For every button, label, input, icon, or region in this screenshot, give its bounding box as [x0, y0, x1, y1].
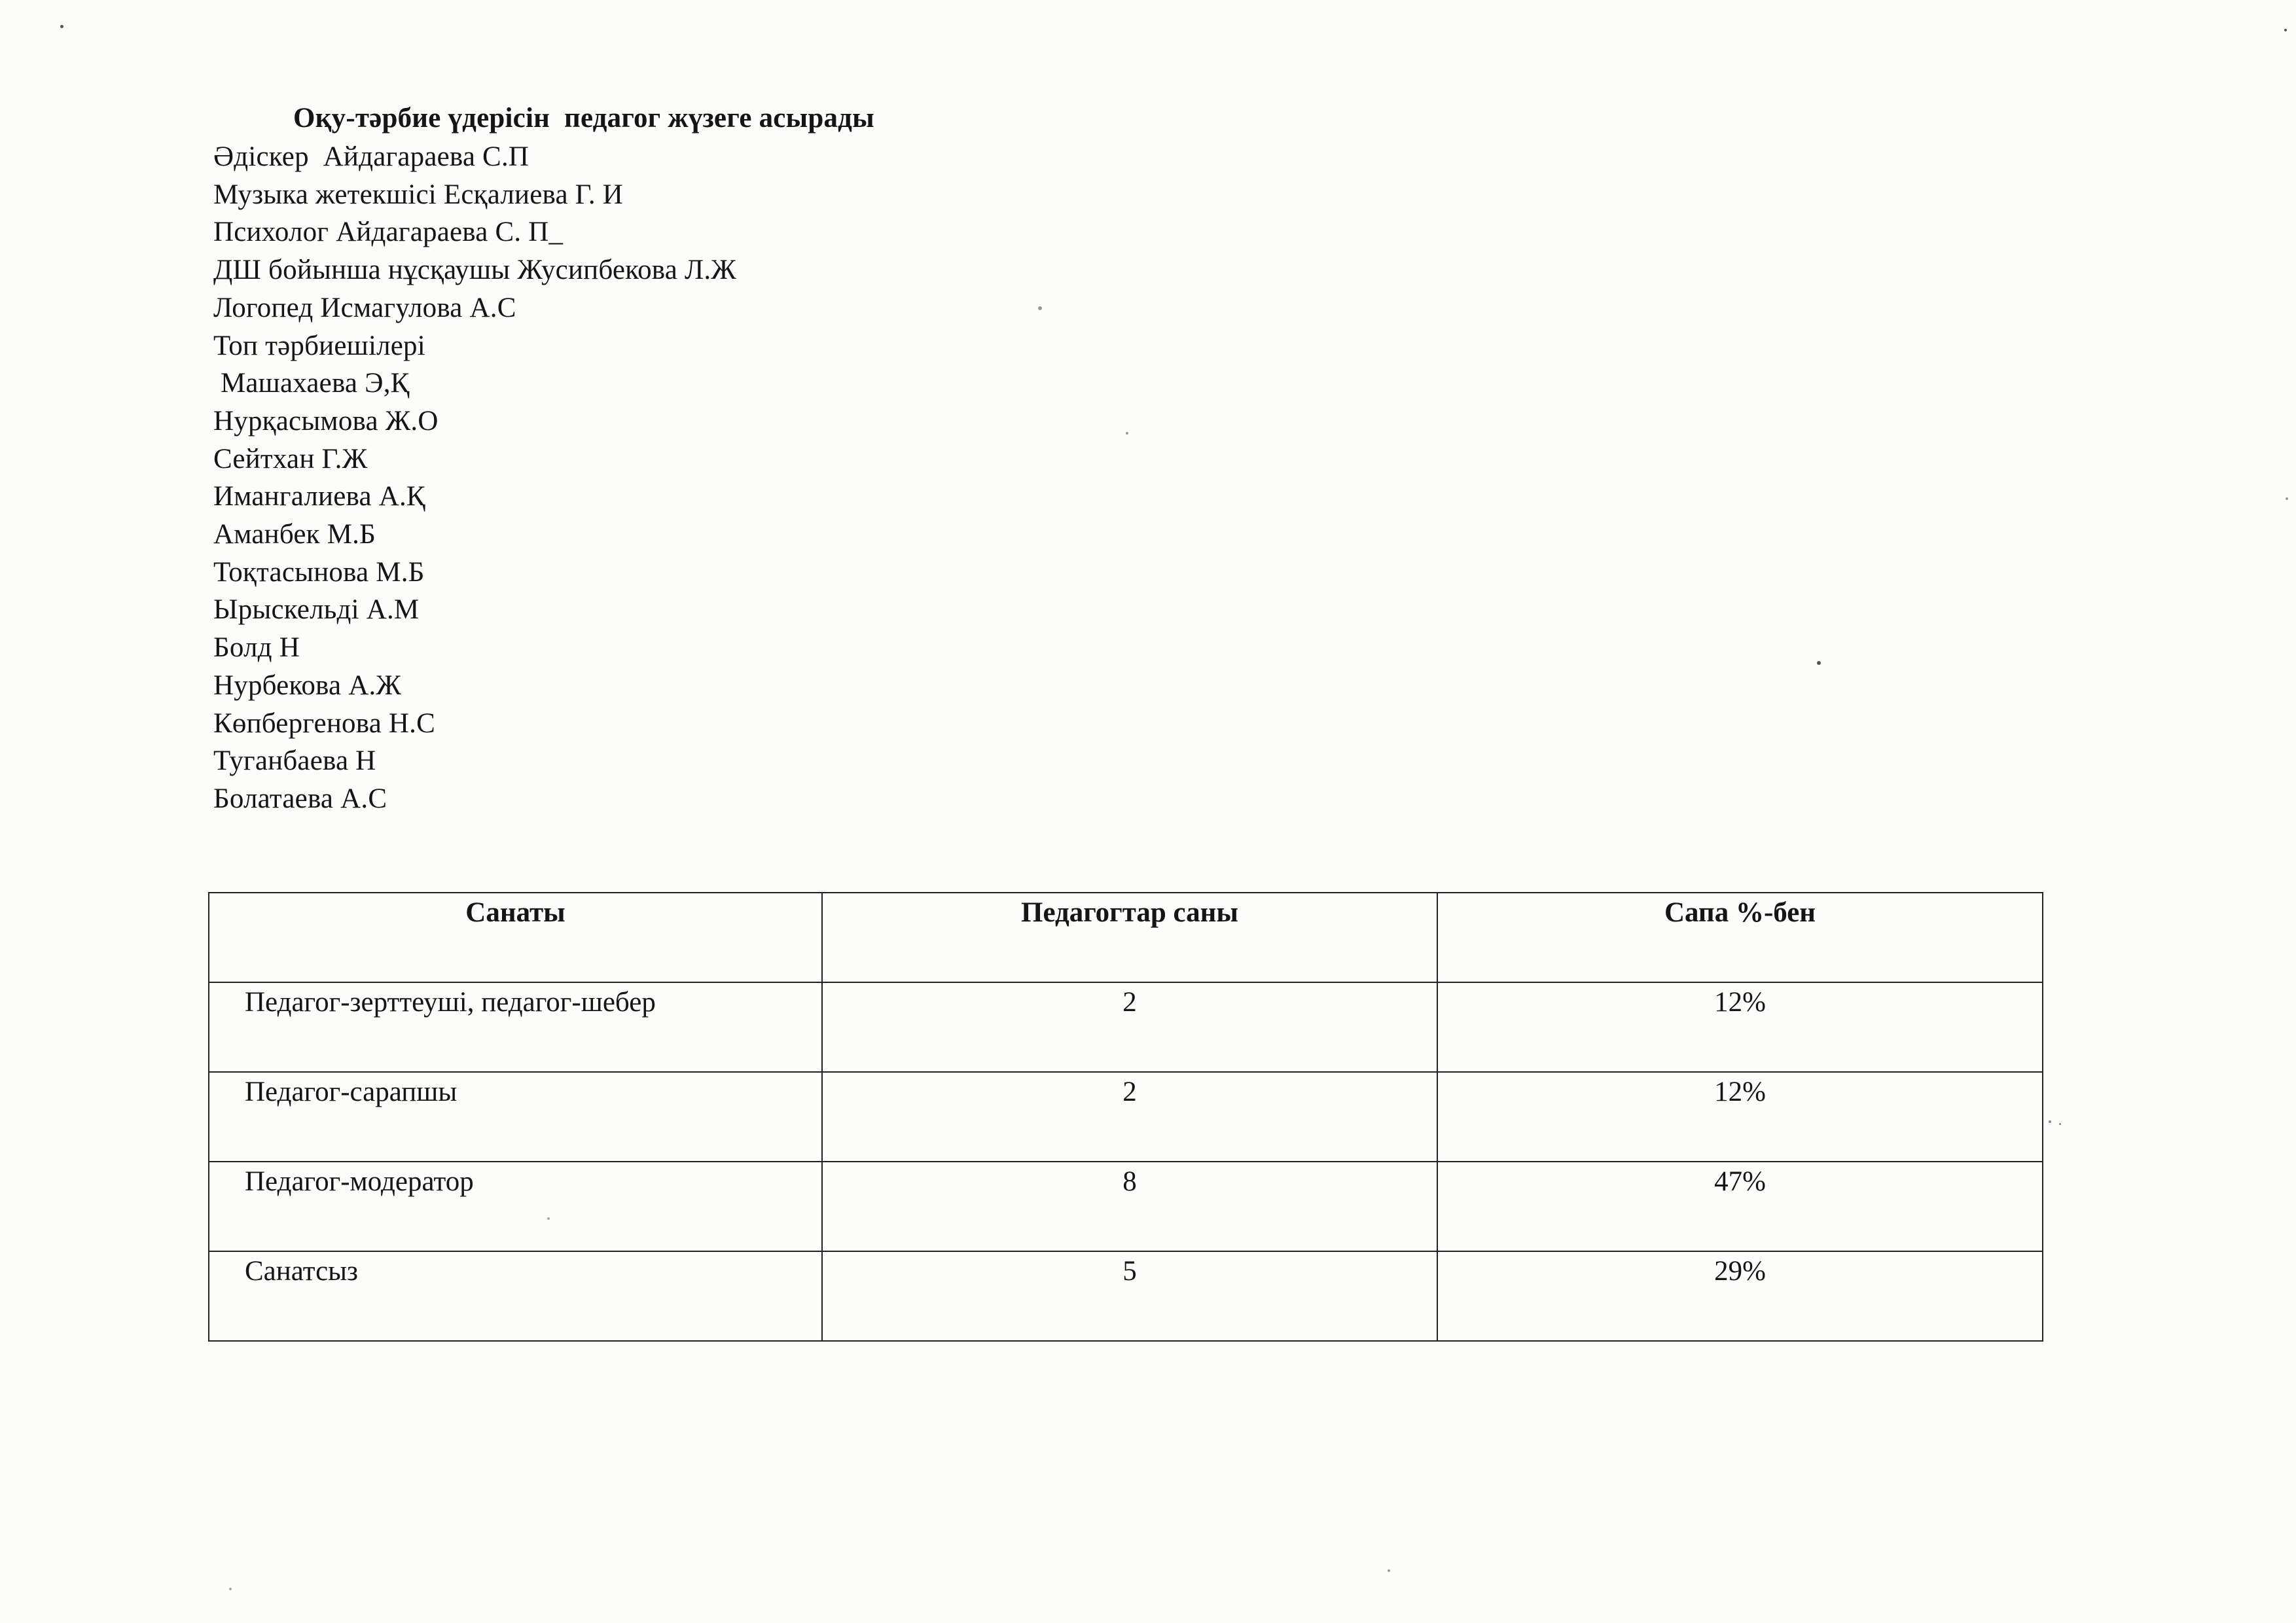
scan-speck: [2286, 497, 2288, 500]
staff-line: Болд Н: [213, 632, 300, 664]
staff-line: Көпбергенова Н.С: [213, 707, 436, 739]
staff-line: Ырыскельді А.М: [213, 594, 420, 626]
scan-speck: [1388, 1569, 1390, 1572]
document-heading: Оқу-тәрбие үдерісін педагог жүзеге асырады: [293, 103, 874, 134]
staff-line: Әдіскер Айдагараева С.П: [213, 141, 529, 172]
cell-count: 2: [822, 982, 1437, 1072]
cell-category: Санатсыз: [209, 1251, 822, 1341]
table-row: [209, 1162, 2043, 1251]
scan-speck: [60, 25, 63, 28]
scan-speck: [1126, 432, 1128, 435]
scan-speck: [1038, 306, 1042, 310]
header-percent: Сапа %-бен: [1437, 893, 2043, 982]
cell-category: Педагог-зерттеуші, педагог-шебер: [209, 982, 822, 1072]
staff-line: Музыка жетекшісі Есқалиева Г. И: [213, 179, 624, 210]
cell-count: 5: [822, 1251, 1437, 1341]
staff-line: Имангалиева А.Қ: [213, 481, 425, 512]
staff-line: Нурқасымова Ж.О: [213, 405, 439, 437]
table-header-row: [209, 893, 2043, 982]
staff-list: [213, 138, 736, 818]
category-table: [208, 892, 2043, 1342]
cell-category: Педагог-модератор: [209, 1162, 822, 1251]
cell-percent: 12%: [1437, 982, 2043, 1072]
scan-speck: [547, 1217, 550, 1220]
cell-percent: 29%: [1437, 1251, 2043, 1341]
scan-speck: [2049, 1120, 2051, 1123]
cell-percent: 47%: [1437, 1162, 2043, 1251]
staff-line: Сейтхан Г.Ж: [213, 443, 368, 474]
staff-line: Нурбекова А.Ж: [213, 669, 402, 701]
staff-line: Психолог Айдагараева С. П_: [213, 217, 564, 248]
table-row: [209, 1251, 2043, 1341]
staff-line: ДШ бойынша нұсқаушы Жусипбекова Л.Ж: [213, 255, 736, 286]
cell-percent: 12%: [1437, 1072, 2043, 1162]
cell-count: 8: [822, 1162, 1437, 1251]
staff-line: Логопед Исмагулова А.С: [213, 292, 516, 323]
header-count: Педагогтар саны: [822, 893, 1437, 982]
header-category: Санаты: [209, 893, 822, 982]
staff-line: Аманбек М.Б: [213, 519, 376, 550]
staff-line: Тоқтасынова М.Б: [213, 556, 425, 588]
staff-line: Машахаева Э,Қ: [213, 368, 410, 399]
cell-count: 2: [822, 1072, 1437, 1162]
table-row: [209, 982, 2043, 1072]
table-row: [209, 1072, 2043, 1162]
staff-line: Туганбаева Н: [213, 745, 376, 777]
scan-speck: [229, 1588, 232, 1590]
cell-category: Педагог-сарапшы: [209, 1072, 822, 1162]
scan-speck: [1817, 661, 1821, 665]
scan-speck: [2284, 29, 2287, 31]
staff-line: Болатаева А.С: [213, 783, 387, 814]
staff-line: Топ тәрбиешілері: [213, 330, 425, 361]
scan-speck: [2059, 1123, 2061, 1125]
